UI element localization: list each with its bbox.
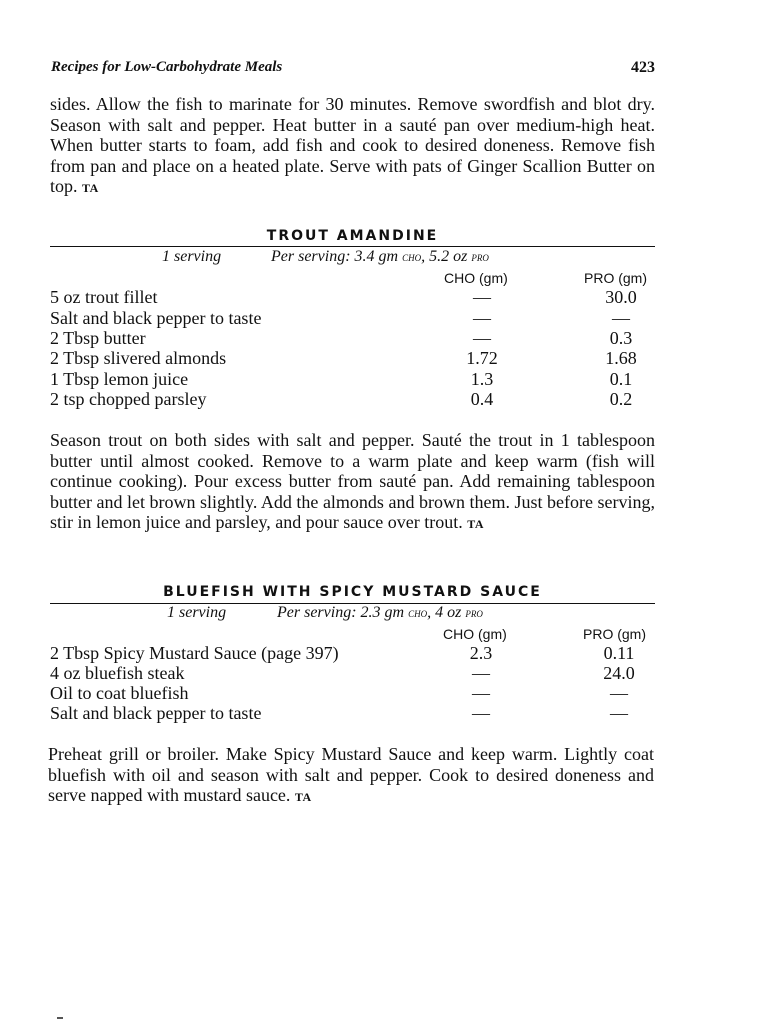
ingredient-pro: — — [610, 683, 628, 703]
recipe-instructions — [50, 430, 655, 535]
ingredient-row — [50, 643, 655, 663]
scan-mark — [57, 1017, 63, 1019]
ingredient-row — [50, 308, 655, 328]
serving-count: 1 serving — [167, 604, 227, 621]
recipe-signature: TA — [294, 790, 312, 805]
ingredient-name: 2 Tbsp slivered almonds — [50, 348, 227, 368]
recipe-title-rule — [50, 246, 655, 247]
ingredient-name: 1 Tbsp lemon juice — [50, 369, 189, 389]
running-title: Recipes for Low-Carbohydrate Meals — [51, 59, 283, 75]
ingredient-row — [50, 328, 655, 348]
ingredient-pro: 0.2 — [609, 389, 633, 409]
ingredient-name: 2 Tbsp butter — [50, 328, 146, 348]
ingredient-name: 4 oz bluefish steak — [50, 663, 185, 683]
ingredient-pro: — — [612, 308, 630, 328]
ingredient-row — [50, 287, 655, 307]
intro-paragraph — [50, 94, 655, 199]
ingredient-pro: 0.3 — [609, 328, 633, 348]
serving-count: 1 serving — [162, 248, 222, 265]
intro-signature: TA — [82, 181, 99, 196]
ingredient-row — [50, 703, 655, 723]
ingredient-row — [50, 348, 655, 368]
ingredient-pro: 1.68 — [605, 348, 637, 368]
ingredient-cho: 0.4 — [470, 389, 494, 409]
ingredient-cho: — — [473, 308, 491, 328]
ingredient-row — [50, 663, 655, 683]
ingredient-cho: — — [472, 703, 490, 723]
ingredient-pro: 0.1 — [609, 369, 633, 389]
per-serving-mid: , 4 oz — [427, 604, 466, 621]
ingredient-cho: — — [472, 683, 490, 703]
per-serving-cho-unit: cho — [408, 605, 428, 620]
per-serving-cho-unit: cho — [402, 249, 422, 264]
per-serving-pro-unit: pro — [471, 249, 489, 264]
recipe-title-trout-amandine: TROUT AMANDINE — [266, 228, 439, 244]
ingredient-cho: 1.3 — [470, 369, 494, 389]
ingredient-name: 5 oz trout fillet — [50, 287, 158, 307]
per-serving-prefix: Per serving: 3.4 gm — [271, 248, 403, 265]
ingredient-cho: 2.3 — [469, 643, 493, 663]
recipe-title-bluefish: BLUEFISH WITH SPICY MUSTARD SAUCE — [163, 584, 542, 600]
ingredient-name: Salt and black pepper to taste — [50, 703, 262, 723]
per-serving-summary — [277, 604, 483, 622]
cho-column-header: CHO (gm) — [444, 270, 508, 286]
ingredient-name: Oil to coat bluefish — [50, 683, 189, 703]
ingredient-row — [50, 389, 655, 409]
ingredient-row — [50, 683, 655, 703]
ingredient-cho: — — [472, 663, 490, 683]
ingredient-name: 2 tsp chopped parsley — [50, 389, 207, 409]
intro-paragraph-text: sides. Allow the fish to marinate for 30 minutes. Remove swordfish and blot dry. Season with salt and pepper. Heat butter in a sauté pan over medium-high heat. When butter starts to foam, add fish and cook to desired doneness. Remove fish from pan and place on a heated plate. Serve with pats of Ginger Scallion Butter on top. — [50, 94, 655, 197]
pro-column-header: PRO (gm) — [583, 626, 646, 642]
page-number: 423 — [631, 59, 655, 76]
ingredient-pro: 24.0 — [603, 663, 635, 683]
ingredient-row — [50, 369, 655, 389]
recipe-instructions — [48, 744, 654, 808]
cho-column-header: CHO (gm) — [443, 626, 507, 642]
per-serving-summary — [271, 248, 489, 266]
ingredient-cho: — — [473, 328, 491, 348]
ingredient-pro: 0.11 — [603, 643, 635, 663]
per-serving-pro-unit: pro — [465, 605, 483, 620]
instructions-text: Season trout on both sides with salt and pepper. Sauté the trout in 1 tablespoon butter until almost cooked. Remove to a warm plate and keep warm (fish will continue cooking). Pour excess butter from sauté pan. Add remaining tablespoon butter and let brown slightly. Add the almonds and brown them. Just before serving, stir in lemon juice and parsley, and pour sauce over trout. — [50, 430, 655, 533]
instructions-text: Preheat grill or broiler. Make Spicy Mustard Sauce and keep warm. Lightly coat bluefish with oil and season with salt and pepper. Cook to desired doneness and serve napped with mustard sauce. — [48, 744, 654, 806]
ingredient-name: Salt and black pepper to taste — [50, 308, 262, 328]
ingredient-cho: 1.72 — [466, 348, 498, 368]
ingredient-name: 2 Tbsp Spicy Mustard Sauce (page 397) — [50, 643, 339, 663]
ingredient-pro: — — [610, 703, 628, 723]
pro-column-header: PRO (gm) — [584, 270, 647, 286]
recipe-signature: TA — [467, 517, 484, 532]
ingredient-cho: — — [473, 287, 491, 307]
per-serving-prefix: Per serving: 2.3 gm — [277, 604, 409, 621]
ingredient-pro: 30.0 — [605, 287, 637, 307]
running-head — [51, 59, 655, 81]
per-serving-mid: , 5.2 oz — [421, 248, 472, 265]
